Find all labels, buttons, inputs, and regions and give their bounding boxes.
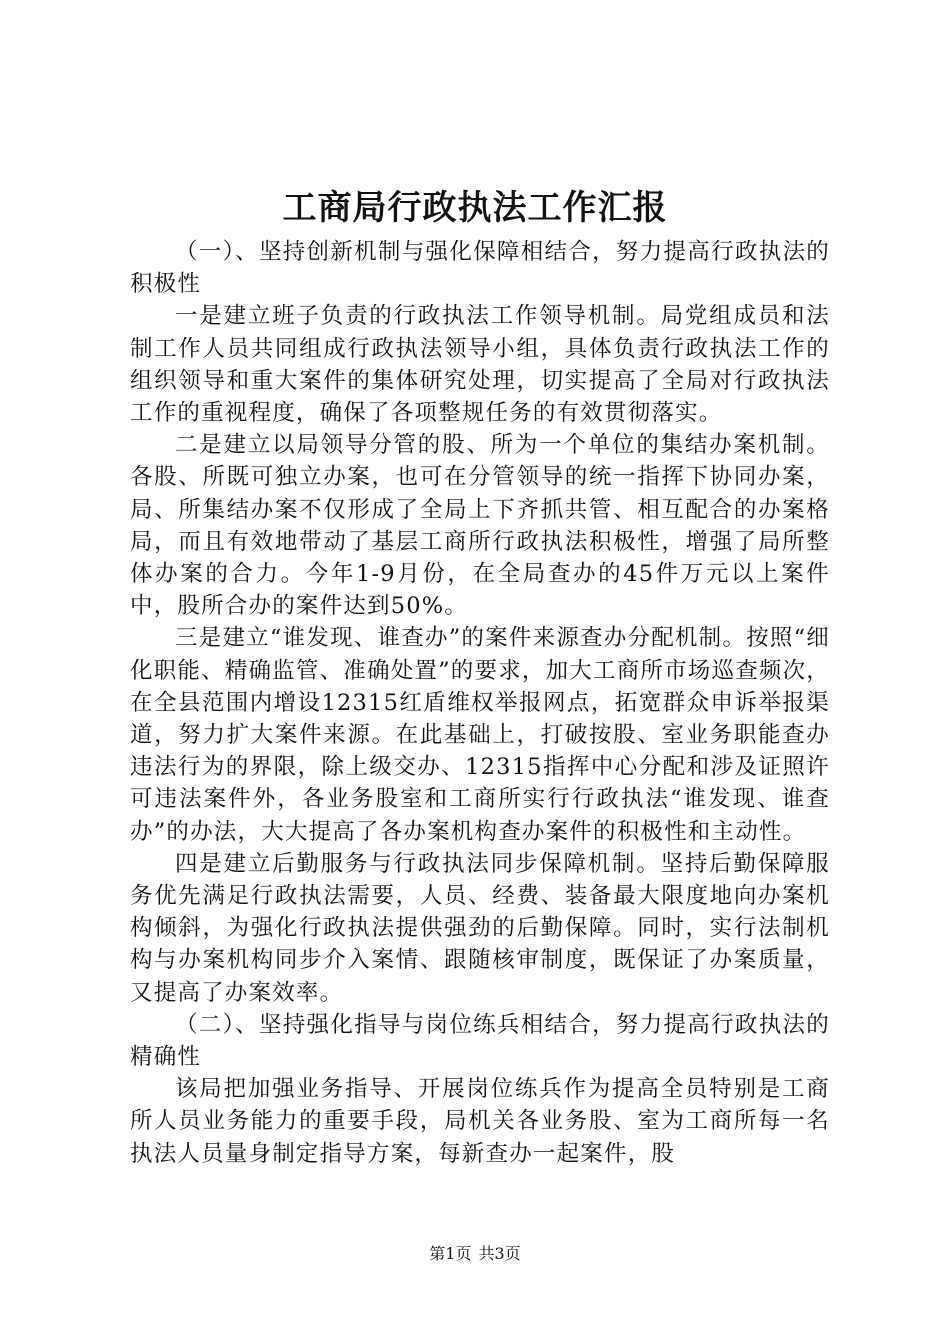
paragraph-joint-case-mechanism: 二是建立以局领导分管的股、所为一个单位的集结办案机制。各股、所既可独立办案，也可在分管领导的统一指挥下协同办案，局、所集结办案不仅形成了全局上下齐抓共管、相互配合的办案格局，而且有效地带动了基层工商所行政执法积极性，增强了局所整体办案的合力。今年1-9月份，在全局查办的45件万元以上案件中，股所合办的案件达到50%。 <box>130 432 830 620</box>
paragraph-logistics-mechanism: 四是建立后勤服务与行政执法同步保障机制。坚持后勤保障服务优先满足行政执法需要，人员、经费、装备最大限度地向办案机构倾斜，为强化行政执法提供强劲的后勤保障。同时，实行法制机构与办案机构同步介入案情、跟随核审制度，既保证了办案质量，又提高了办案效率。 <box>130 850 830 1006</box>
document-body <box>130 236 830 1170</box>
paragraph-leadership-mechanism: 一是建立班子负责的行政执法工作领导机制。局党组成员和法制工作人员共同组成行政执法领导小组，具体负责行政执法工作的组织领导和重大案件的集体研究处理，切实提高了全局对行政执法工作的重视程度，确保了各项整规任务的有效贯彻落实。 <box>130 303 830 427</box>
paragraph-guidance-training: 该局把加强业务指导、开展岗位练兵作为提高全员特别是工商所人员业务能力的重要手段，局机关各业务股、室为工商所每一名执法人员量身制定指导方案，每新查办一起案件，股 <box>130 1076 830 1167</box>
page-footer <box>0 1243 950 1265</box>
page-total: 共3页 <box>478 1244 521 1263</box>
page-number: 第1页 <box>429 1244 472 1263</box>
document-title: 工商局行政执法工作汇报 <box>282 188 668 228</box>
section-heading-2: （二）、坚持强化指导与岗位练兵相结合，努力提高行政执法的精确性 <box>130 1011 830 1071</box>
paragraph-case-source-mechanism: 三是建立“谁发现、谁查办”的案件来源查办分配机制。按照“细化职能、精确监管、准确处置”的要求，加大工商所市场巡查频次，在全县范围内增设12315红盾维权举报网点，拓宽群众申诉举报渠道，努力扩大案件来源。在此基础上，打破按股、室业务职能查办违法行为的界限，除上级交办、12315指挥中心分配和涉及证照许可违法案件外，各业务股室和工商所实行行政执法“谁发现、谁查办”的办法，大大提高了各办案机构查办案件的积极性和主动性。 <box>130 625 831 845</box>
section-heading-1: （一）、坚持创新机制与强化保障相结合，努力提高行政执法的积极性 <box>130 239 830 298</box>
